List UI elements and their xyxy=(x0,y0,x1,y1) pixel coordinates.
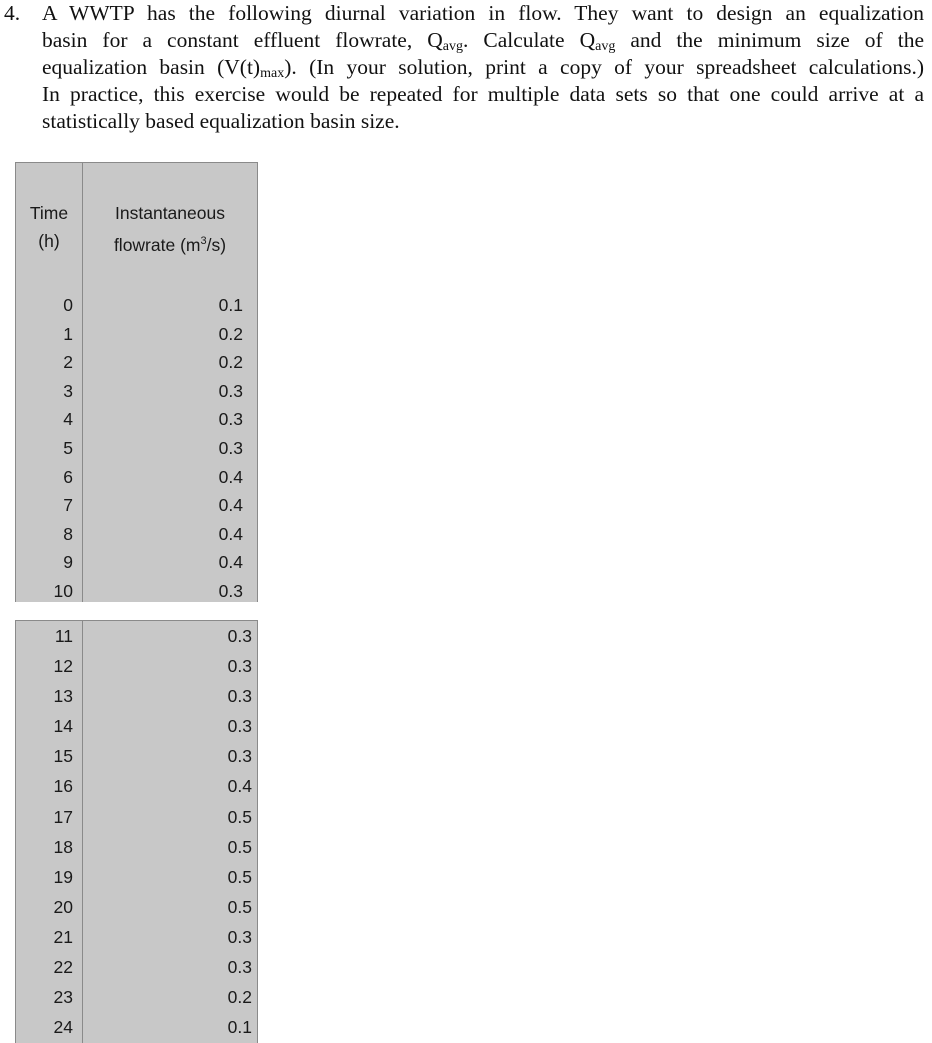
flowrate-cell: 0.2 xyxy=(218,352,243,373)
time-cell: 24 xyxy=(53,1017,73,1038)
problem-statement xyxy=(4,0,924,135)
time-cell: 8 xyxy=(63,523,73,544)
table-row xyxy=(16,1012,257,1042)
table-row xyxy=(16,802,257,832)
flowrate-cell: 0.3 xyxy=(227,926,252,947)
table-row xyxy=(16,491,257,520)
time-cell: 2 xyxy=(63,352,73,373)
table-row xyxy=(16,982,257,1012)
flowrate-cell: 0.3 xyxy=(227,746,252,767)
time-cell: 12 xyxy=(53,656,73,677)
time-cell: 23 xyxy=(53,987,73,1008)
table-row xyxy=(16,621,257,651)
table-row xyxy=(16,711,257,741)
table-row xyxy=(16,463,257,492)
table-row xyxy=(16,771,257,801)
time-cell: 11 xyxy=(54,626,73,646)
flowrate-cell: 0.2 xyxy=(218,323,243,344)
table-row xyxy=(16,862,257,892)
table-row xyxy=(16,520,257,549)
time-cell: 5 xyxy=(63,437,73,458)
table-row xyxy=(16,892,257,922)
header-flowrate-line-2: flowrate $(m^3/s)$ xyxy=(113,235,227,255)
table-row xyxy=(16,291,257,320)
problem-number: 4. xyxy=(4,1,21,25)
table-row xyxy=(16,320,257,349)
flowrate-cell: 0.3 xyxy=(227,686,252,707)
table-row xyxy=(16,651,257,681)
time-cell: 10 xyxy=(53,580,73,601)
problem-line-5: statistically based equalization basin size. xyxy=(42,109,400,133)
flowrate-cell: 0.3 xyxy=(227,626,252,646)
flow-table-part-1 xyxy=(15,162,258,602)
flowrate-cell: 0.4 xyxy=(218,552,243,573)
time-cell: 18 xyxy=(53,836,73,857)
time-cell: 22 xyxy=(53,957,73,978)
flowrate-cell: 0.5 xyxy=(227,866,252,887)
flowrate-cell: 0.5 xyxy=(227,896,252,917)
table-row xyxy=(16,577,257,606)
header-time xyxy=(16,199,82,255)
time-cell: 16 xyxy=(53,776,73,797)
flowrate-cell: 0.4 xyxy=(218,466,243,487)
time-cell: 19 xyxy=(53,866,73,887)
table-row xyxy=(16,681,257,711)
flowrate-cell: 0.3 xyxy=(227,957,252,978)
table-row xyxy=(16,548,257,577)
table-row xyxy=(16,832,257,862)
header-flowrate xyxy=(83,199,257,259)
time-cell: 0 xyxy=(63,295,73,315)
flowrate-cell: 0.3 xyxy=(218,380,243,401)
flowrate-cell: 0.4 xyxy=(218,523,243,544)
time-cell: 1 xyxy=(63,323,73,344)
time-cell: 21 xyxy=(53,926,73,947)
header-flowrate-line-1: Instantaneous xyxy=(115,203,225,223)
problem-line-2: basin for a constant effluent flowrate, $Q_{avg}$. Calculate $Q_{avg}$ and the minimum size of the xyxy=(42,28,924,54)
table-row xyxy=(16,952,257,982)
flowrate-cell: 0.2 xyxy=(227,987,252,1008)
table-rows-part-1 xyxy=(16,291,257,606)
flowrate-cell: 0.5 xyxy=(227,836,252,857)
flowrate-cell: 0.3 xyxy=(218,437,243,458)
table-rows-part-2 xyxy=(16,621,257,1042)
problem-line-3: equalization basin $(V(t)_{max})$. (In your solution, print a copy of your spreadsheet calculations.) xyxy=(42,55,924,81)
time-cell: 15 xyxy=(53,746,73,767)
flowrate-cell: 0.4 xyxy=(227,776,252,797)
time-cell: 4 xyxy=(63,409,73,430)
time-cell: 14 xyxy=(53,716,73,737)
flowrate-cell: 0.3 xyxy=(227,716,252,737)
flowrate-cell: 0.1 xyxy=(227,1017,252,1038)
flowrate-cell: 0.3 xyxy=(218,580,243,601)
flowrate-cell: 0.3 xyxy=(227,656,252,677)
problem-line-4: In practice, this exercise would be repeated for multiple data sets so that one could arrive at a xyxy=(42,82,924,106)
table-row xyxy=(16,434,257,463)
header-time-line-1: Time xyxy=(29,203,69,223)
time-cell: 3 xyxy=(63,380,73,401)
flowrate-cell: 0.4 xyxy=(218,495,243,516)
table-row xyxy=(16,405,257,434)
flow-table-part-2 xyxy=(15,620,258,1043)
flowrate-cell: 0.1 xyxy=(218,295,243,315)
table-row xyxy=(16,348,257,377)
problem-line-1: A WWTP has the following diurnal variation in flow. They want to design an equalization xyxy=(42,1,924,25)
flowrate-cell: 0.3 xyxy=(218,409,243,430)
flowrate-cell: 0.5 xyxy=(227,806,252,827)
table-row xyxy=(16,741,257,771)
time-cell: 20 xyxy=(53,896,73,917)
time-cell: 9 xyxy=(63,552,73,573)
problem-body xyxy=(42,0,924,135)
time-cell: 13 xyxy=(53,686,73,707)
time-cell: 6 xyxy=(63,466,73,487)
time-cell: 17 xyxy=(53,806,73,827)
table-row xyxy=(16,922,257,952)
time-cell: 7 xyxy=(63,495,73,516)
header-time-line-2: (h) xyxy=(38,231,60,251)
table-row xyxy=(16,377,257,406)
